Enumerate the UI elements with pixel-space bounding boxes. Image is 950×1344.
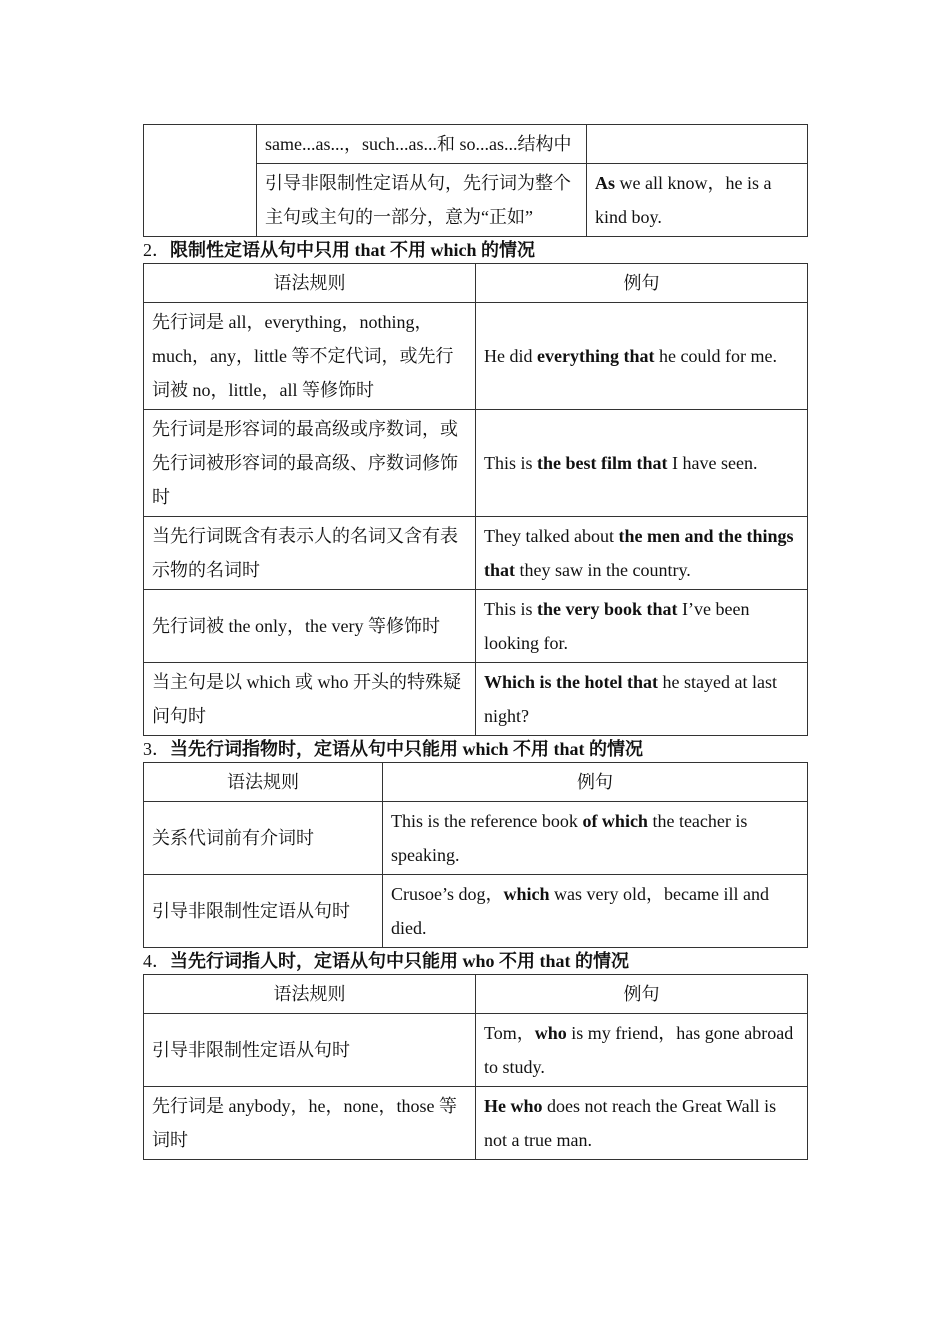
example-text: he could for me.: [654, 346, 777, 366]
table-row: [144, 802, 808, 875]
table-header-row: [144, 763, 808, 802]
example-cell: [383, 875, 808, 948]
column-header: 语法规则: [144, 975, 476, 1014]
rule-cell: 引导非限制性定语从句，先行词为整个主句或主句的一部分，意为“正如”: [257, 164, 587, 237]
example-bold: the men and the things that: [484, 526, 794, 580]
example-cell: [476, 303, 808, 410]
example-cell-empty: [587, 125, 808, 164]
section-title: 当先行词指人时，定语从句中只能用 who 不用 that 的情况: [170, 951, 630, 971]
example-cell: [383, 802, 808, 875]
table-continued: [143, 124, 808, 237]
example-text: Crusoe’s dog，: [391, 884, 504, 904]
section-heading: [143, 237, 807, 263]
example-text: They talked about: [484, 526, 619, 546]
rule-cell: 先行词是 all，everything，nothing，much，any，little 等不定代词，或先行词被 no，little，all 等修饰时: [144, 303, 476, 410]
table-row: [144, 875, 808, 948]
table-row: [144, 303, 808, 410]
example-text: is my friend，has gone abroad to study.: [484, 1023, 794, 1077]
table-row: [144, 517, 808, 590]
example-bold: everything that: [537, 346, 655, 366]
rule-cell: 引导非限制性定语从句时: [144, 875, 383, 948]
rule-cell: 先行词是形容词的最高级或序数词，或先行词被形容词的最高级、序数词修饰时: [144, 410, 476, 517]
example-text: Tom，: [484, 1023, 535, 1043]
example-text: was very old，became ill and died.: [391, 884, 769, 938]
example-text: This is: [484, 599, 538, 619]
example-bold: who: [534, 1023, 567, 1043]
table-cell-empty: [144, 125, 257, 237]
section-number: 2．: [143, 240, 170, 260]
example-bold: which: [503, 884, 550, 904]
example-bold: He who: [484, 1096, 543, 1116]
example-text: This is the reference book: [391, 811, 583, 831]
section-title: 当先行词指物时，定语从句中只能用 which 不用 that 的情况: [170, 739, 644, 759]
example-bold: As: [595, 173, 616, 193]
table-section-2: [143, 263, 808, 736]
example-cell: [476, 1087, 808, 1160]
table-header-row: [144, 975, 808, 1014]
section-heading: [143, 948, 807, 974]
example-cell: [476, 663, 808, 736]
table-header-row: [144, 264, 808, 303]
table-section-4: [143, 974, 808, 1160]
example-text: does not reach the Great Wall is not a true man.: [484, 1096, 777, 1150]
table-row: [144, 590, 808, 663]
example-text: I have seen.: [667, 453, 758, 473]
table-row: [144, 125, 808, 164]
table-row: [144, 410, 808, 517]
rule-cell: 先行词是 anybody，he，none，those 等词时: [144, 1087, 476, 1160]
example-bold: the best film that: [537, 453, 668, 473]
example-text: we all know，he is a kind boy.: [595, 173, 772, 227]
rule-cell: 关系代词前有介词时: [144, 802, 383, 875]
column-header: 例句: [476, 264, 808, 303]
example-text: he stayed at last night?: [484, 672, 777, 726]
column-header: 语法规则: [144, 763, 383, 802]
table-section-3: [143, 762, 808, 948]
column-header: 语法规则: [144, 264, 476, 303]
section-number: 4．: [143, 951, 170, 971]
example-text: This is: [484, 453, 538, 473]
column-header: 例句: [383, 763, 808, 802]
example-text: they saw in the country.: [515, 560, 691, 580]
example-bold: the very book that: [537, 599, 678, 619]
column-header: 例句: [476, 975, 808, 1014]
rule-cell: same...as...，such...as...和 so...as...结构中: [257, 125, 587, 164]
section-heading: [143, 736, 807, 762]
example-text: I’ve been looking for.: [484, 599, 750, 653]
example-bold: Which is the hotel that: [484, 672, 659, 692]
example-cell: [476, 1014, 808, 1087]
rule-cell: 当主句是以 which 或 who 开头的特殊疑问句时: [144, 663, 476, 736]
example-text: the teacher is speaking.: [391, 811, 748, 865]
example-cell: [476, 410, 808, 517]
table-row: [144, 1014, 808, 1087]
example-bold: of which: [582, 811, 648, 831]
rule-cell: 引导非限制性定语从句时: [144, 1014, 476, 1087]
section-title: 限制性定语从句中只用 that 不用 which 的情况: [170, 240, 536, 260]
example-cell: [587, 164, 808, 237]
example-cell: [476, 590, 808, 663]
rule-cell: 当先行词既含有表示人的名词又含有表示物的名词时: [144, 517, 476, 590]
document-page: [143, 124, 807, 1160]
example-text: He did: [484, 346, 537, 366]
section-number: 3．: [143, 739, 170, 759]
rule-cell: 先行词被 the only，the very 等修饰时: [144, 590, 476, 663]
table-row: [144, 663, 808, 736]
table-row: [144, 1087, 808, 1160]
example-cell: [476, 517, 808, 590]
